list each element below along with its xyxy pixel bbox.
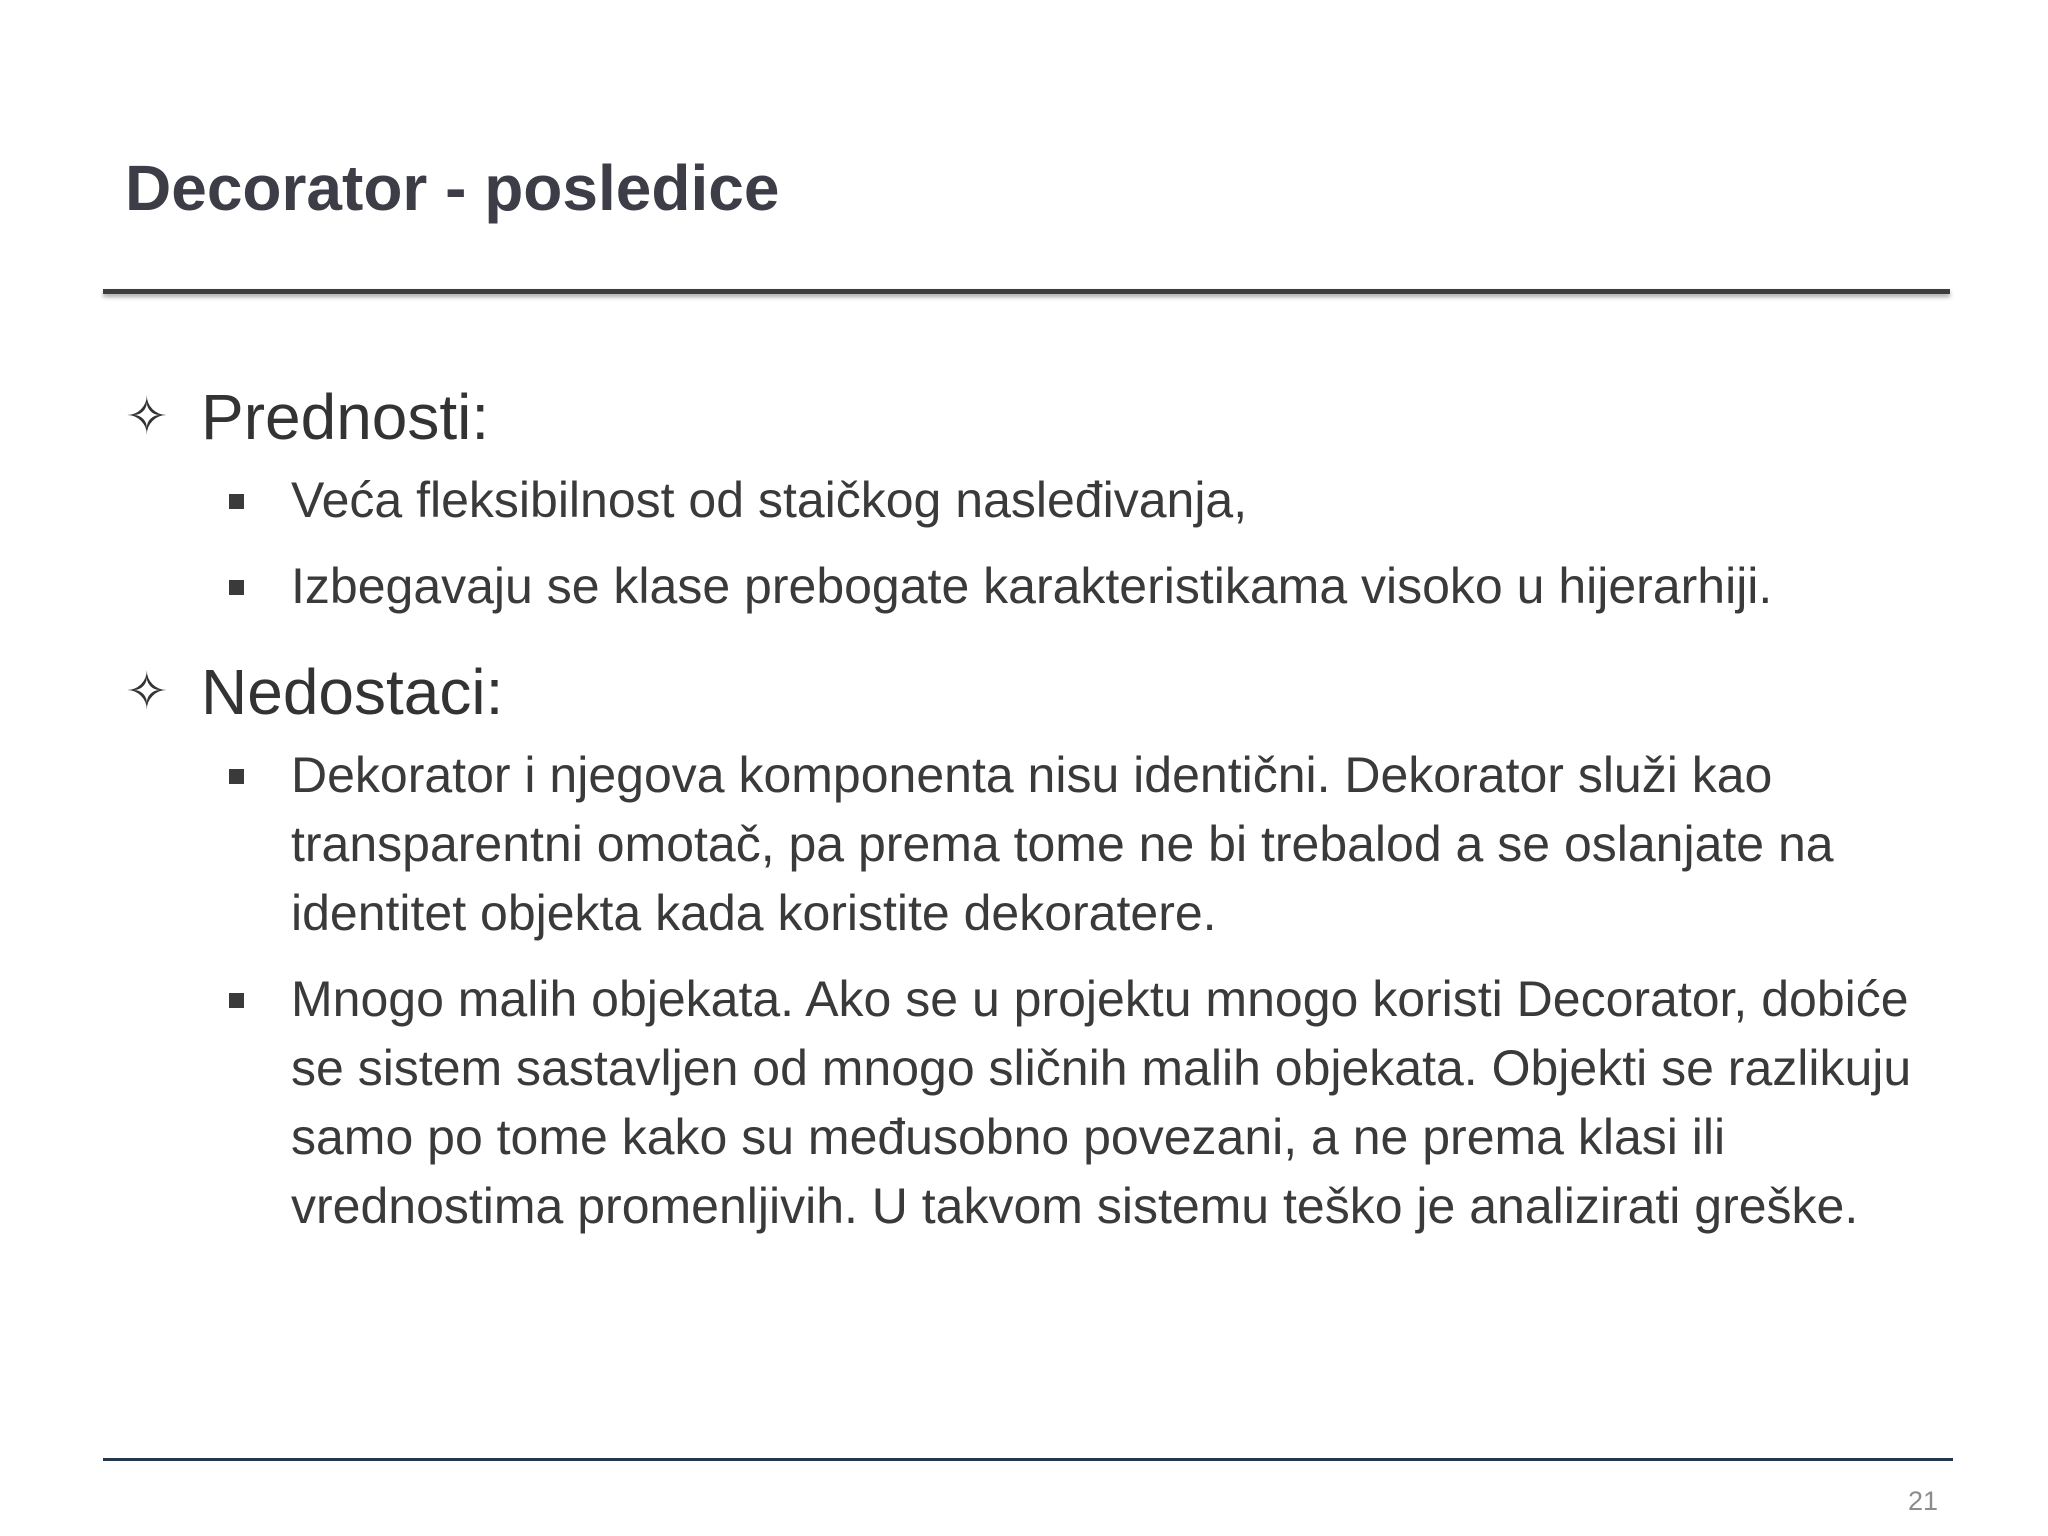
section-heading-prednosti — [125, 372, 1945, 462]
section-heading-label: Prednosti: — [201, 381, 490, 453]
page-number: 21 — [1907, 1486, 1938, 1516]
square-bullet-icon — [229, 580, 244, 595]
title-divider — [103, 289, 1950, 294]
slide-title: Decorator - posledice — [125, 152, 780, 224]
square-bullet-icon — [229, 769, 244, 784]
four-pointed-star-icon: ✧ — [125, 387, 169, 447]
bullet-list-nedostaci — [125, 741, 1945, 1241]
four-pointed-star-icon: ✧ — [125, 662, 169, 722]
section-heading-label: Nedostaci: — [201, 656, 504, 728]
bullet-list-prednosti — [125, 466, 1945, 621]
bullet-text: Mnogo malih objekata. Ako se u projektu mnogo koristi Decorator, dobiće se sistem sastavljen od mnogo sličnih malih objekata. Objekti se razlikuju samo po tome kako su međusobno povezani, a ne prema klasi ili vrednostima promenljivih. U takvom sistemu teško je analizirati greške. — [291, 971, 1912, 1234]
section-heading-nedostaci — [125, 647, 1945, 737]
footer-divider — [103, 1458, 1953, 1461]
list-item — [291, 965, 1945, 1241]
list-item — [291, 466, 1945, 535]
square-bullet-icon — [229, 993, 244, 1008]
bullet-text: Izbegavaju se klase prebogate karakteristikama visoko u hijerarhiji. — [291, 558, 1773, 614]
bullet-text: Dekorator i njegova komponenta nisu identični. Dekorator služi kao transparentni omotač, pa prema tome ne bi trebalod a se oslanjate na identitet objekta kada koristite dekoratere. — [291, 747, 1834, 941]
list-item — [291, 552, 1945, 621]
bullet-text: Veća fleksibilnost od staičkog nasleđivanja, — [291, 472, 1248, 528]
list-item — [291, 741, 1945, 948]
square-bullet-icon — [229, 494, 244, 509]
slide-content — [125, 372, 1945, 1241]
